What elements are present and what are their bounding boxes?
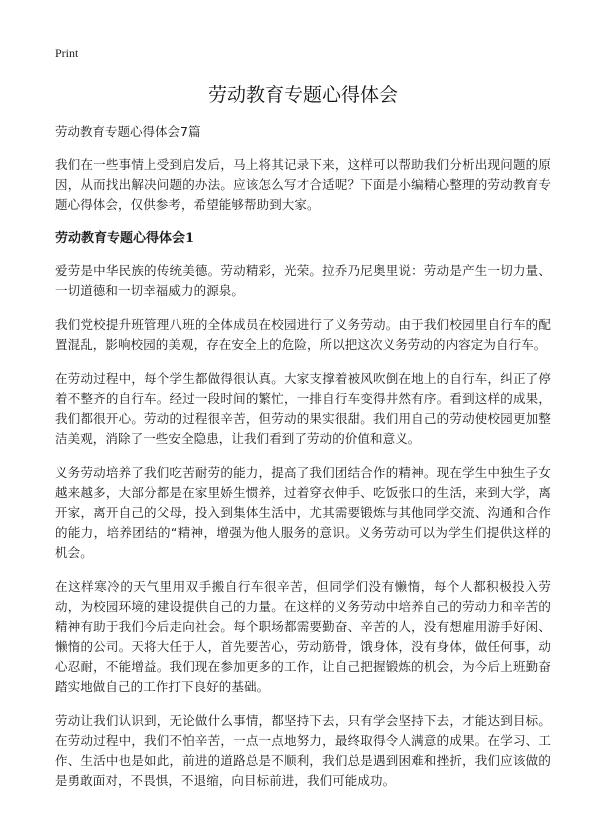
body-paragraph: 在这样寒冷的天气里用双手搬自行车很辛苦，但同学们没有懒惰，每个人都积极投入劳动，为校园环境的建设提供自己的力量。在这样的义务劳动中培养自己的劳动力和辛苦的精神有助于我们今后走向社会。每个职场都需要勤奋、辛苦的人，没有想雇用游手好闲、懒惰的公司。天将大任于人，首先要苦心，劳动筋骨，饿身体，没有身体，做任何事，动心忍耐，不能增益。我们现在参加更多的工作，让自己把握锻炼的机会，为今后上班勤奋踏实地做自己的工作打下良好的基础。 (55, 579, 551, 694)
body-paragraph: 义务劳动培养了我们吃苦耐劳的能力，提高了我们团结合作的精神。现在学生中独生子女越来越多，大部分都是在家里娇生惯养，过着穿衣伸手、吃饭张口的生活，来到大学，离开家，离开自己的父母，投入到集体生活中，尤其需要锻炼与其他同学交流、沟通和合作的能力，培养团结的“精神，增强为他人服务的意识。义务劳动可以为学生们提供这样的机会。 (55, 465, 551, 560)
document-subtitle: 劳动教育专题心得体会7篇 (55, 124, 201, 139)
body-paragraph: 劳动让我们认识到，无论做什么事情，都坚持下去，只有学会坚持下去，才能达到目标。在劳动过程中，我们不怕辛苦，一点一点地努力，最终取得令人满意的成果。在学习、工作、生活中也是如此，前进的道路总是不顺利，我们总是遇到困难和挫折，我们应该做的是勇敢面对，不畏惧，不退缩，向目标前进，我们可能成功。 (55, 713, 551, 788)
body-paragraph: 在劳动过程中，每个学生都做得很认真。大家支撑着被风吹倒在地上的自行车，纠正了停着不整齐的自行车。经过一段时间的繁忙，一排自行车变得井然有序。看到这样的成果，我们都很开心。劳动的过程很辛苦，但劳动的果实很甜。我们用自己的劳动使校园更加整洁美观，消除了一些安全隐患，让我们看到了劳动的价值和意义。 (55, 371, 551, 446)
document-title: 劳动教育专题心得体会 (207, 84, 398, 106)
body-paragraph: 我们党校提升班管理八班的全体成员在校园进行了义务劳动。由于我们校园里自行车的配置混乱，影响校园的美观，存在安全上的危险，所以把这次义务劳动的内容定为自行车。 (55, 317, 551, 352)
section-heading: 劳动教育专题心得体会1 (55, 231, 195, 246)
print-link[interactable]: Print (55, 46, 79, 60)
intro-paragraph: 我们在一些事情上受到启发后，马上将其记录下来，这样可以帮助我们分析出现问题的原因，从而找出解决问题的办法。应该怎么写才合适呢？下面是小编精心整理的劳动教育专题心得体会，仅供参考，希望能够帮助到大家。 (55, 157, 551, 212)
document-body (55, 122, 551, 805)
body-paragraph: 爱劳是中华民族的传统美德。劳动精彩，光荣。拉乔乃尼奥里说：劳动是产生一切力量、一切道德和一切幸福威力的源泉。 (55, 263, 551, 298)
